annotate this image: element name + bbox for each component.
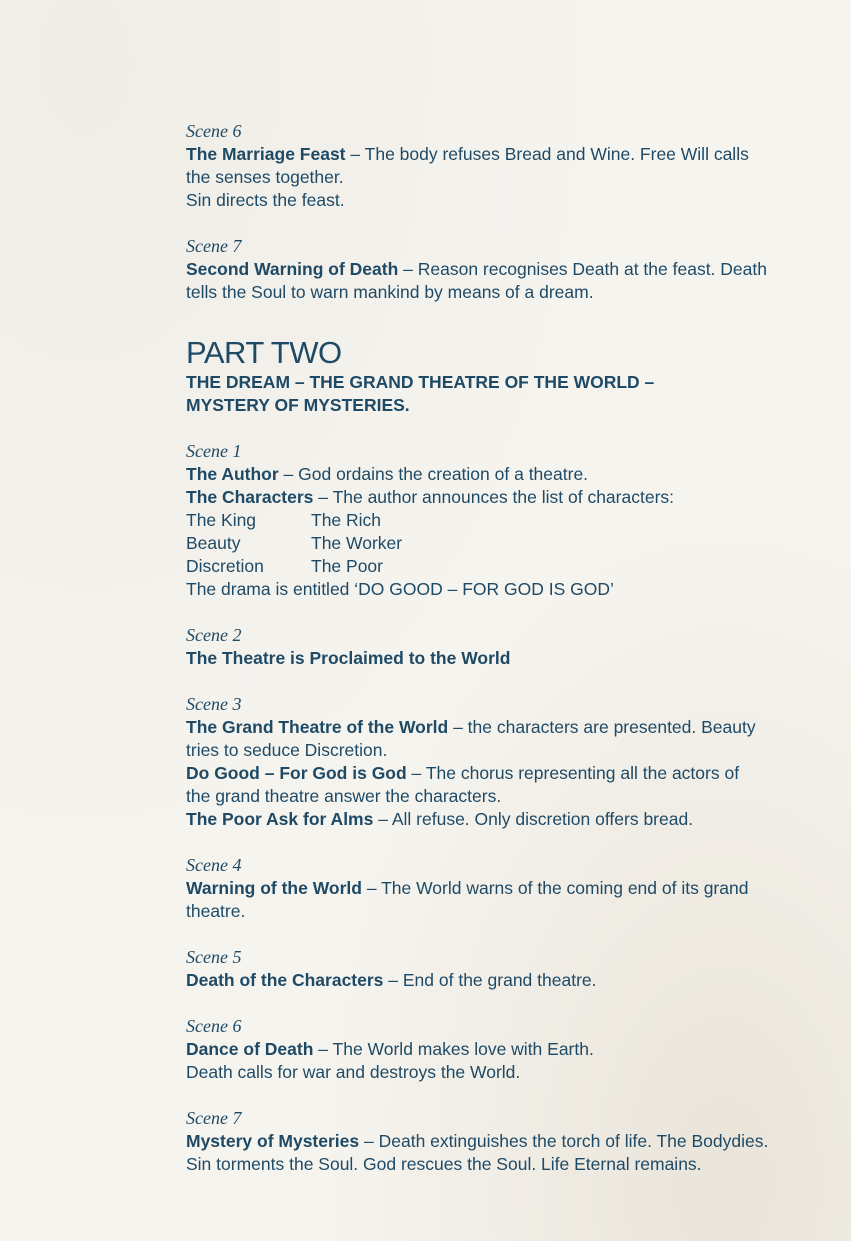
spacer	[186, 304, 826, 335]
scene-title: Warning of the World	[186, 878, 362, 898]
part-two-scene-3	[186, 693, 826, 831]
scene-title: The Theatre is Proclaimed to the World	[186, 648, 511, 668]
character-name: The Rich	[311, 510, 382, 530]
scene-title: Death of the Characters	[186, 970, 384, 990]
part-two-scene-4	[186, 854, 826, 923]
scene-line	[186, 258, 826, 281]
scene-text: – The author announces the list of characters:	[313, 487, 675, 507]
character-name: The Poor	[311, 556, 383, 576]
scene-label: Scene 4	[186, 855, 242, 875]
scene-text: the senses together.	[186, 167, 344, 187]
scene-text: – The World warns of the coming end of its grand	[361, 878, 749, 898]
character-name: The King	[186, 510, 257, 530]
scene-text: – Reason recognises Death at the feast. Death	[398, 259, 767, 279]
scene-line	[186, 716, 826, 739]
scene-label: Scene 6	[186, 121, 242, 141]
scene-title: Dance of Death	[186, 1039, 314, 1059]
scene-text: The drama is entitled ‘DO GOOD – FOR GOD IS GOD’	[186, 579, 614, 599]
scene-label: Scene 3	[186, 694, 242, 714]
scene-line	[186, 808, 826, 831]
spacer	[186, 670, 826, 693]
scene-label: Scene 5	[186, 947, 242, 967]
scene-line	[186, 1130, 826, 1153]
scene-title: The Grand Theatre of the World	[186, 717, 449, 737]
spacer	[186, 601, 826, 624]
scene-line	[186, 969, 826, 992]
part-one-scene-6	[186, 120, 826, 212]
spacer	[186, 992, 826, 1015]
scene-title: The Marriage Feast	[186, 144, 346, 164]
part-two-scene-6	[186, 1015, 826, 1084]
part-two-subtitle: THE DREAM – THE GRAND THEATRE OF THE WORLD –	[186, 372, 655, 392]
part-two-scene-1	[186, 440, 826, 601]
part-two-scene-7	[186, 1107, 826, 1176]
part-one-scene-7	[186, 235, 826, 304]
page-content	[186, 120, 826, 1176]
scene-text: – End of the grand theatre.	[383, 970, 597, 990]
scene-text: – God ordains the creation of a theatre.	[278, 464, 589, 484]
part-two-heading: PART TWO	[186, 335, 342, 370]
scene-text: tells the Soul to warn mankind by means of a dream.	[186, 282, 594, 302]
part-two-scene-2	[186, 624, 826, 670]
scene-text: – The chorus representing all the actors of	[406, 763, 740, 783]
spacer	[186, 923, 826, 946]
spacer	[186, 212, 826, 235]
scene-text: – Death extinguishes the torch of life. The Bodydies.	[359, 1131, 769, 1151]
scene-line	[186, 762, 826, 785]
scene-line	[186, 1038, 826, 1061]
scene-label: Scene 7	[186, 1108, 242, 1128]
scene-line	[186, 143, 826, 166]
part-two-scene-5	[186, 946, 826, 992]
scene-text: tries to seduce Discretion.	[186, 740, 388, 760]
scene-line	[186, 486, 826, 509]
spacer	[186, 417, 826, 440]
scene-line	[186, 877, 826, 900]
character-name: Beauty	[186, 533, 241, 553]
scene-label: Scene 7	[186, 236, 242, 256]
scene-title: The Characters	[186, 487, 314, 507]
scene-text: Sin torments the Soul. God rescues the Soul. Life Eternal remains.	[186, 1154, 702, 1174]
character-name: Discretion	[186, 556, 264, 576]
scene-label: Scene 1	[186, 441, 242, 461]
scene-text: Sin directs the feast.	[186, 190, 345, 210]
scene-title: Mystery of Mysteries	[186, 1131, 360, 1151]
scene-text: the grand theatre answer the characters.	[186, 786, 502, 806]
scene-title: Do Good – For God is God	[186, 763, 407, 783]
character-name: The Worker	[311, 533, 403, 553]
scene-text: – The World makes love with Earth.	[313, 1039, 594, 1059]
scene-title: The Author	[186, 464, 279, 484]
scene-text: theatre.	[186, 901, 246, 921]
scene-text: – the characters are presented. Beauty	[448, 717, 756, 737]
part-two-subtitle: MYSTERY OF MYSTERIES.	[186, 395, 410, 415]
scene-title: The Poor Ask for Alms	[186, 809, 374, 829]
scene-text: Death calls for war and destroys the World.	[186, 1062, 521, 1082]
scene-title: Second Warning of Death	[186, 259, 399, 279]
scene-text: – The body refuses Bread and Wine. Free Will calls	[345, 144, 749, 164]
scene-label: Scene 6	[186, 1016, 242, 1036]
spacer	[186, 1084, 826, 1107]
scene-line	[186, 463, 826, 486]
spacer	[186, 831, 826, 854]
scene-label: Scene 2	[186, 625, 242, 645]
scene-text: – All refuse. Only discretion offers bread.	[373, 809, 694, 829]
character-list	[186, 509, 826, 578]
